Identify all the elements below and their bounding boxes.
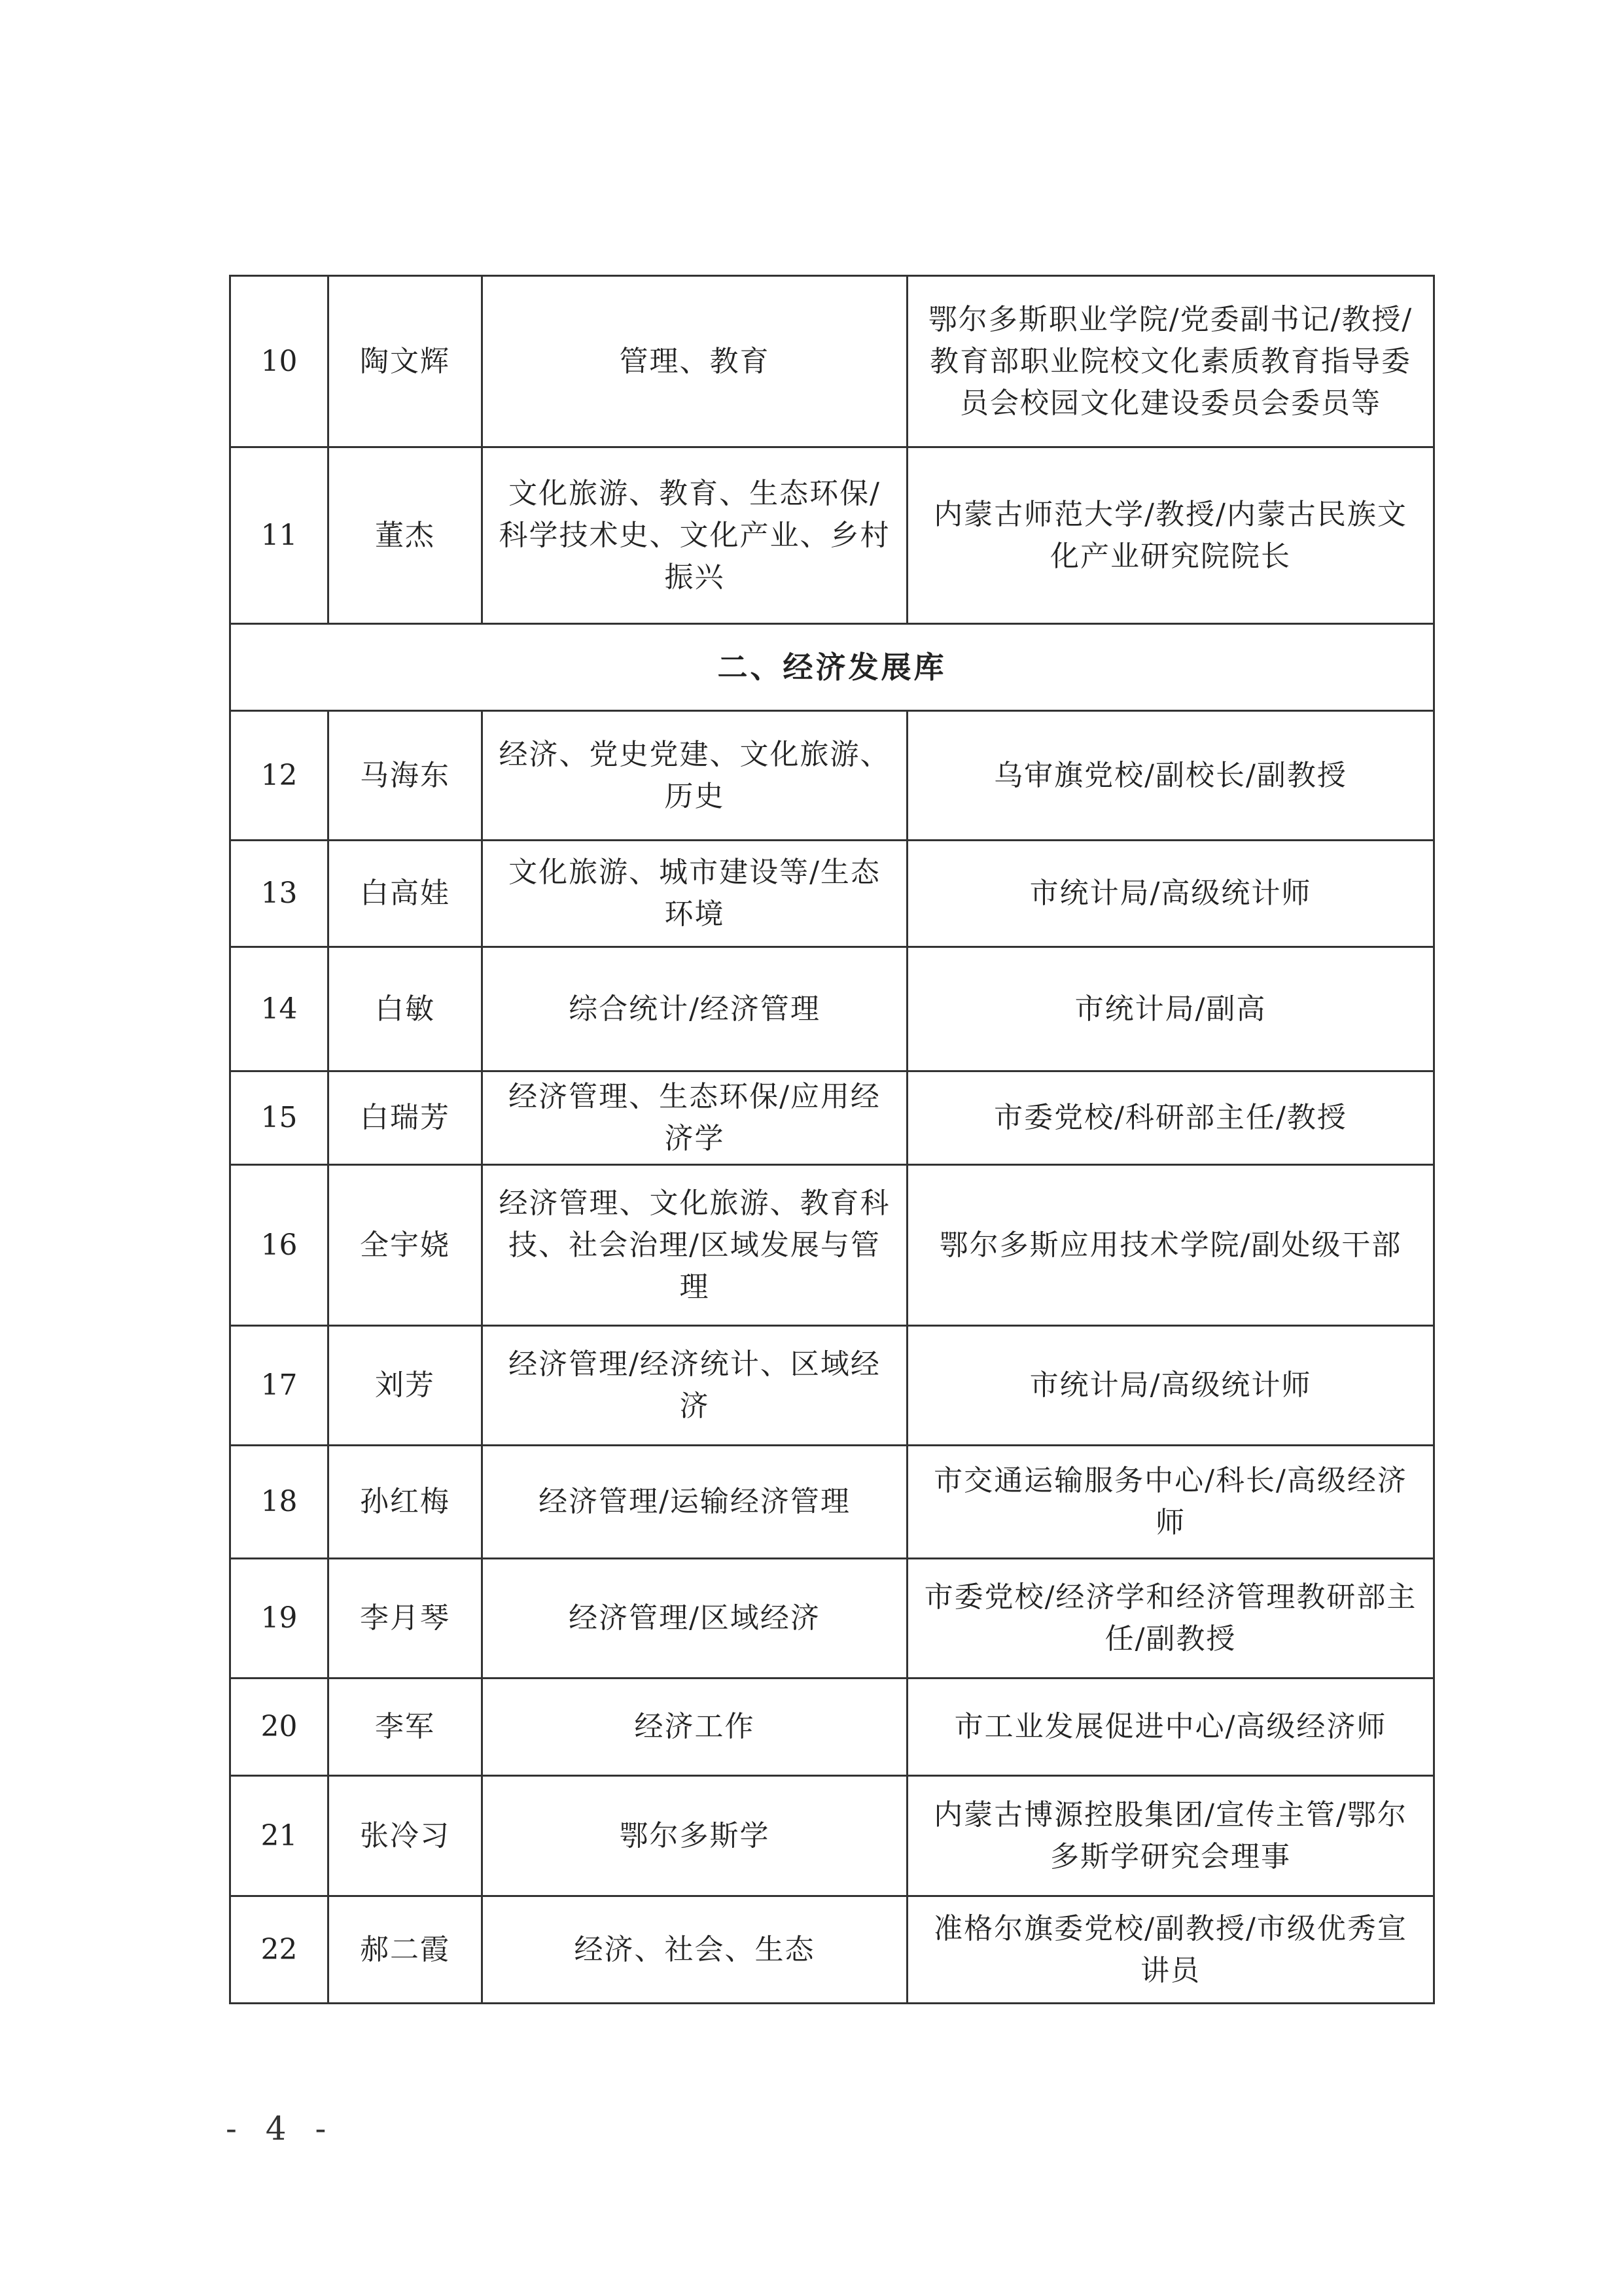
expertise-field: 综合统计/经济管理 [482, 947, 908, 1071]
row-number: 10 [230, 276, 328, 447]
expert-name: 马海东 [328, 711, 482, 841]
expert-name: 张冷习 [328, 1776, 482, 1896]
row-number: 21 [230, 1776, 328, 1896]
expert-name: 白瑞芳 [328, 1071, 482, 1165]
row-number: 11 [230, 447, 328, 624]
expert-name: 李军 [328, 1679, 482, 1776]
page-number: - 4 - [226, 2110, 336, 2148]
work-unit: 内蒙古博源控股集团/宣传主管/鄂尔多斯学研究会理事 [908, 1776, 1434, 1896]
table-row [230, 447, 1434, 624]
expertise-field: 经济、党史党建、文化旅游、历史 [482, 711, 908, 841]
expertise-field: 鄂尔多斯学 [482, 1776, 908, 1896]
expertise-field: 经济工作 [482, 1679, 908, 1776]
work-unit: 市统计局/高级统计师 [908, 841, 1434, 947]
table-row [230, 711, 1434, 841]
expert-name: 孙红梅 [328, 1446, 482, 1559]
table-row [230, 276, 1434, 447]
section-title: 二、经济发展库 [230, 624, 1434, 711]
table-row [230, 1326, 1434, 1446]
work-unit: 准格尔旗委党校/副教授/市级优秀宣讲员 [908, 1896, 1434, 2004]
work-unit: 市交通运输服务中心/科长/高级经济师 [908, 1446, 1434, 1559]
expertise-field: 经济管理/经济统计、区域经济 [482, 1326, 908, 1446]
expertise-field: 经济、社会、生态 [482, 1896, 908, 2004]
expertise-field: 经济管理/运输经济管理 [482, 1446, 908, 1559]
table-row [230, 1776, 1434, 1896]
work-unit: 市工业发展促进中心/高级经济师 [908, 1679, 1434, 1776]
expert-name: 刘芳 [328, 1326, 482, 1446]
expert-name: 白敏 [328, 947, 482, 1071]
row-number: 12 [230, 711, 328, 841]
expert-name: 郝二霞 [328, 1896, 482, 2004]
expertise-field: 文化旅游、城市建设等/生态环境 [482, 841, 908, 947]
table-row [230, 1446, 1434, 1559]
expert-table [229, 275, 1435, 2004]
table-row [230, 1679, 1434, 1776]
table-row [230, 1559, 1434, 1679]
expert-name: 董杰 [328, 447, 482, 624]
table-row [230, 947, 1434, 1071]
row-number: 17 [230, 1326, 328, 1446]
expert-name: 李月琴 [328, 1559, 482, 1679]
table-row [230, 1896, 1434, 2004]
work-unit: 内蒙古师范大学/教授/内蒙古民族文化产业研究院院长 [908, 447, 1434, 624]
row-number: 20 [230, 1679, 328, 1776]
row-number: 19 [230, 1559, 328, 1679]
section-row [230, 624, 1434, 711]
work-unit: 鄂尔多斯职业学院/党委副书记/教授/教育部职业院校文化素质教育指导委员会校园文化建设委员会委员等 [908, 276, 1434, 447]
expertise-field: 经济管理/区域经济 [482, 1559, 908, 1679]
row-number: 16 [230, 1165, 328, 1326]
work-unit: 市统计局/副高 [908, 947, 1434, 1071]
row-number: 18 [230, 1446, 328, 1559]
expertise-field: 管理、教育 [482, 276, 908, 447]
row-number: 13 [230, 841, 328, 947]
row-number: 22 [230, 1896, 328, 2004]
table-row [230, 1165, 1434, 1326]
row-number: 14 [230, 947, 328, 1071]
work-unit: 市委党校/经济学和经济管理教研部主任/副教授 [908, 1559, 1434, 1679]
expertise-field: 经济管理、文化旅游、教育科技、社会治理/区域发展与管理 [482, 1165, 908, 1326]
table-row [230, 1071, 1434, 1165]
work-unit: 乌审旗党校/副校长/副教授 [908, 711, 1434, 841]
table-row [230, 841, 1434, 947]
expert-name: 白高娃 [328, 841, 482, 947]
work-unit: 鄂尔多斯应用技术学院/副处级干部 [908, 1165, 1434, 1326]
expertise-field: 文化旅游、教育、生态环保/科学技术史、文化产业、乡村振兴 [482, 447, 908, 624]
expert-name: 陶文辉 [328, 276, 482, 447]
expert-name: 全宇娆 [328, 1165, 482, 1326]
row-number: 15 [230, 1071, 328, 1165]
expertise-field: 经济管理、生态环保/应用经济学 [482, 1071, 908, 1165]
work-unit: 市统计局/高级统计师 [908, 1326, 1434, 1446]
work-unit: 市委党校/科研部主任/教授 [908, 1071, 1434, 1165]
